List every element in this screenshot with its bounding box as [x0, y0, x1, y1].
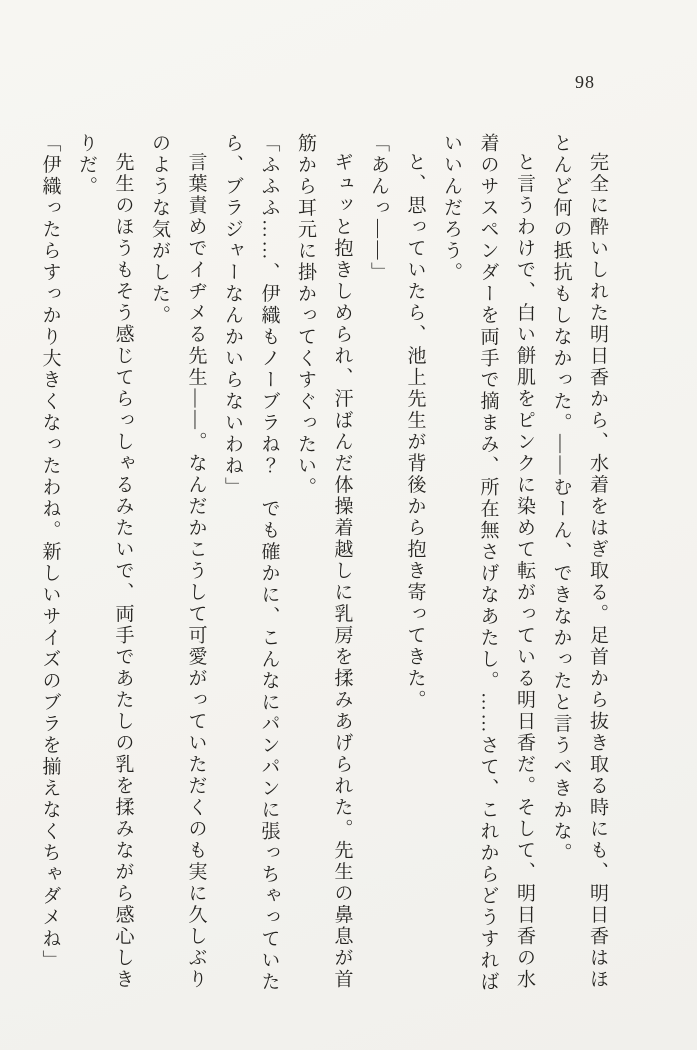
paragraph: と言うわけで、白い餅肌をピンクに染めて転がっている明日香だ。そして、明日香の水着のサスペンダーを両手で摘まみ、所在無さげなあたし。……さて、これからどうすればいいんだろう。 [441, 133, 535, 993]
paragraph: 完全に酔いしれた明日香から、水着をはぎ取る。足首から抜き取る時にも、明日香はほとんど何の抵抗もしなかった。――むーん、できなかったと言うべきかな。 [550, 133, 608, 991]
page-number: 98 [575, 72, 595, 92]
paragraph: 先生のほうもそう感じてらっしゃるみたいで、両手であたしの乳を揉みながら感心しきりだ。 [76, 133, 134, 991]
text-block [31, 133, 615, 1003]
paragraph: 言葉責めでイヂメる先生――。なんだかこうして可愛がっていただくのも実に久しぶりのような気がした。 [149, 133, 207, 991]
paragraph: 「伊織ったらすっかり大きくなったわね。新しいサイズのブラを揃えなくちゃダメね」 [39, 133, 61, 972]
paragraph: 「あんっ――」 [368, 133, 389, 284]
paragraph: ギュッと抱きしめられ、汗ばんだ体操着越しに乳房を揉みあげられた。先生の鼻息が首筋から耳元に掛かってくすぐったい。 [295, 133, 353, 991]
paragraph: 「ふふふ……、伊織もノーブラね？ でも確かに、こんなにパンパンに張っちゃっていたら、ブラジャーなんかいらないわね」 [222, 133, 280, 993]
paragraph: と、思っていたら、池上先生が背後から抱き寄ってきた。 [404, 152, 426, 711]
